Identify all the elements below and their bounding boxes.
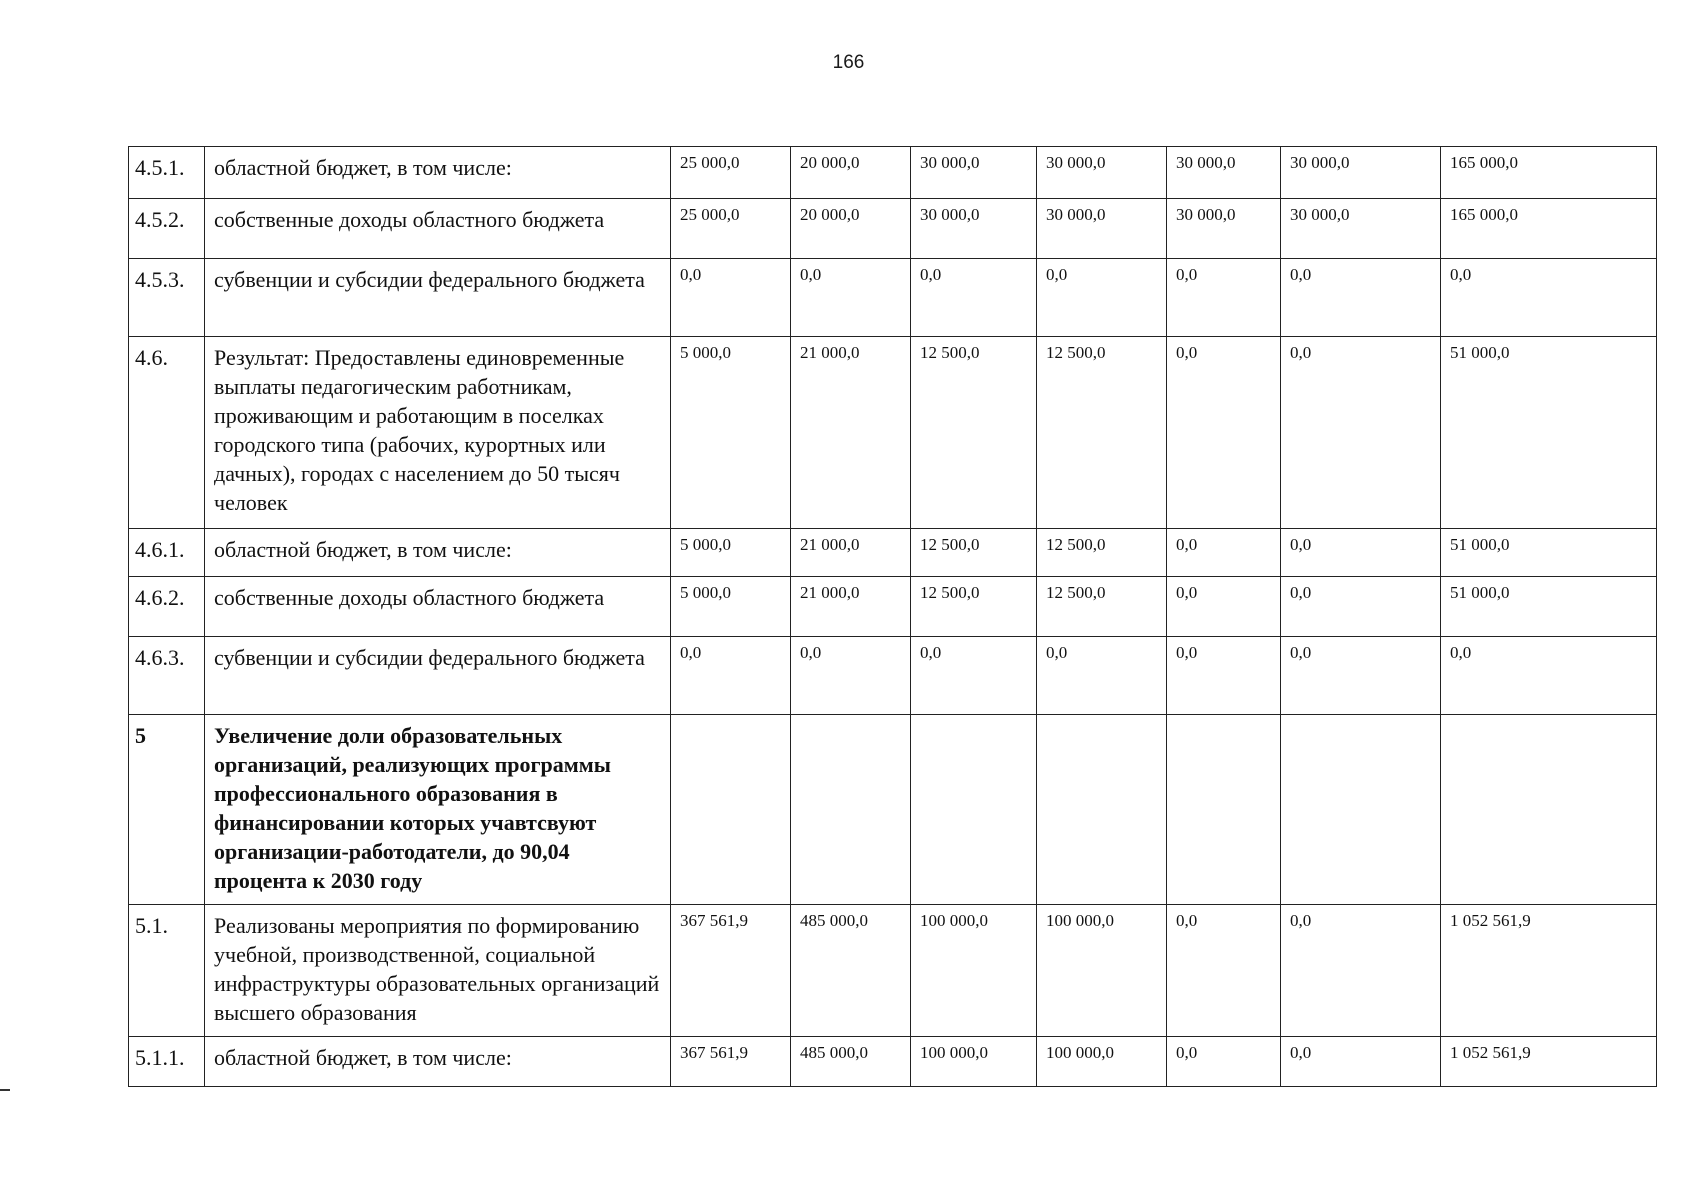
row-value-7: 0,0 [1441, 637, 1657, 715]
row-value-1: 367 561,9 [671, 905, 791, 1037]
table-body [129, 147, 1657, 1087]
row-name: собственные доходы областного бюджета [205, 577, 671, 637]
row-name: субвенции и субсидии федерального бюджета [205, 259, 671, 337]
table-row [129, 577, 1657, 637]
row-value-2: 485 000,0 [791, 1037, 911, 1087]
row-code: 4.6. [129, 337, 205, 529]
row-value-6: 30 000,0 [1281, 199, 1441, 259]
row-value-3: 12 500,0 [911, 529, 1037, 577]
row-value-3: 0,0 [911, 259, 1037, 337]
row-value-6: 0,0 [1281, 529, 1441, 577]
row-code: 5 [129, 715, 205, 905]
row-value-2: 0,0 [791, 637, 911, 715]
row-value-6: 0,0 [1281, 905, 1441, 1037]
row-name: Результат: Предоставлены единовременные выплаты педагогическим работникам, проживающим и работающим в поселках городского типа (рабочих, курортных или дачных), городах с населением до 50 тысяч человек [205, 337, 671, 529]
row-value-3: 12 500,0 [911, 577, 1037, 637]
table-row [129, 199, 1657, 259]
row-value-1: 5 000,0 [671, 529, 791, 577]
row-value-7: 165 000,0 [1441, 199, 1657, 259]
row-code: 4.6.1. [129, 529, 205, 577]
row-code: 5.1.1. [129, 1037, 205, 1087]
row-value-1: 25 000,0 [671, 147, 791, 199]
row-code: 4.5.3. [129, 259, 205, 337]
row-value-2: 485 000,0 [791, 905, 911, 1037]
row-value-1: 5 000,0 [671, 577, 791, 637]
table-row [129, 637, 1657, 715]
row-value-1: 367 561,9 [671, 1037, 791, 1087]
row-value-2: 0,0 [791, 259, 911, 337]
row-value-5: 0,0 [1167, 577, 1281, 637]
scan-edge-mark [0, 1089, 10, 1091]
row-name: субвенции и субсидии федерального бюджета [205, 637, 671, 715]
row-value-5: 0,0 [1167, 259, 1281, 337]
row-name: Увеличение доли образовательных организаций, реализующих программы профессионального образования в финансировании которых учавтсвуют организации-работодатели, до 90,04 процента к 2030 году [205, 715, 671, 905]
row-value-1 [671, 715, 791, 905]
row-value-5 [1167, 715, 1281, 905]
row-value-5: 30 000,0 [1167, 147, 1281, 199]
row-value-2: 20 000,0 [791, 147, 911, 199]
row-value-2 [791, 715, 911, 905]
table-row [129, 529, 1657, 577]
row-value-7: 51 000,0 [1441, 577, 1657, 637]
table-row [129, 905, 1657, 1037]
row-name: собственные доходы областного бюджета [205, 199, 671, 259]
row-value-6 [1281, 715, 1441, 905]
row-value-4 [1037, 715, 1167, 905]
row-value-4: 0,0 [1037, 259, 1167, 337]
row-value-5: 0,0 [1167, 337, 1281, 529]
row-value-4: 100 000,0 [1037, 905, 1167, 1037]
row-value-7: 51 000,0 [1441, 337, 1657, 529]
table-row [129, 259, 1657, 337]
row-name: Реализованы мероприятия по формированию учебной, производственной, социальной инфраструктуры образовательных организаций высшего образования [205, 905, 671, 1037]
row-code: 4.6.2. [129, 577, 205, 637]
row-code: 5.1. [129, 905, 205, 1037]
row-value-5: 0,0 [1167, 529, 1281, 577]
row-value-3: 30 000,0 [911, 199, 1037, 259]
row-value-6: 0,0 [1281, 577, 1441, 637]
row-name: областной бюджет, в том числе: [205, 147, 671, 199]
row-value-3: 100 000,0 [911, 905, 1037, 1037]
row-code: 4.6.3. [129, 637, 205, 715]
row-value-3: 0,0 [911, 637, 1037, 715]
row-value-3: 100 000,0 [911, 1037, 1037, 1087]
row-code: 4.5.2. [129, 199, 205, 259]
row-value-4: 12 500,0 [1037, 337, 1167, 529]
row-value-1: 0,0 [671, 637, 791, 715]
row-value-4: 12 500,0 [1037, 529, 1167, 577]
row-value-5: 0,0 [1167, 637, 1281, 715]
row-value-6: 0,0 [1281, 259, 1441, 337]
row-name: областной бюджет, в том числе: [205, 529, 671, 577]
row-code: 4.5.1. [129, 147, 205, 199]
row-value-4: 0,0 [1037, 637, 1167, 715]
row-value-1: 5 000,0 [671, 337, 791, 529]
row-value-4: 12 500,0 [1037, 577, 1167, 637]
budget-table [128, 146, 1657, 1087]
row-value-7: 165 000,0 [1441, 147, 1657, 199]
row-value-4: 100 000,0 [1037, 1037, 1167, 1087]
row-value-2: 20 000,0 [791, 199, 911, 259]
row-value-7: 1 052 561,9 [1441, 905, 1657, 1037]
row-value-5: 30 000,0 [1167, 199, 1281, 259]
table-row [129, 715, 1657, 905]
table-row [129, 337, 1657, 529]
row-value-4: 30 000,0 [1037, 199, 1167, 259]
row-name: областной бюджет, в том числе: [205, 1037, 671, 1087]
row-value-3: 12 500,0 [911, 337, 1037, 529]
row-value-2: 21 000,0 [791, 529, 911, 577]
row-value-5: 0,0 [1167, 1037, 1281, 1087]
row-value-1: 25 000,0 [671, 199, 791, 259]
page-number: 166 [832, 52, 865, 73]
row-value-6: 0,0 [1281, 1037, 1441, 1087]
row-value-2: 21 000,0 [791, 577, 911, 637]
row-value-6: 30 000,0 [1281, 147, 1441, 199]
row-value-7: 1 052 561,9 [1441, 1037, 1657, 1087]
row-value-7: 51 000,0 [1441, 529, 1657, 577]
row-value-7: 0,0 [1441, 259, 1657, 337]
row-value-6: 0,0 [1281, 337, 1441, 529]
row-value-7 [1441, 715, 1657, 905]
table-row [129, 147, 1657, 199]
table-row [129, 1037, 1657, 1087]
row-value-2: 21 000,0 [791, 337, 911, 529]
row-value-6: 0,0 [1281, 637, 1441, 715]
row-value-5: 0,0 [1167, 905, 1281, 1037]
row-value-3: 30 000,0 [911, 147, 1037, 199]
row-value-3 [911, 715, 1037, 905]
row-value-1: 0,0 [671, 259, 791, 337]
row-value-4: 30 000,0 [1037, 147, 1167, 199]
